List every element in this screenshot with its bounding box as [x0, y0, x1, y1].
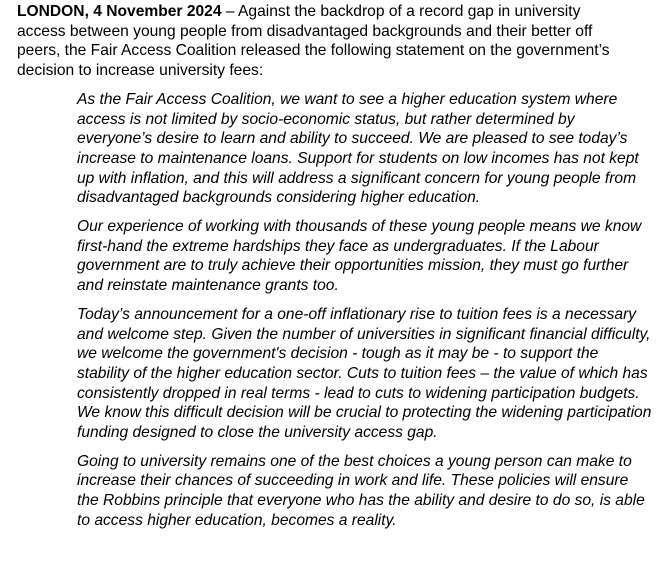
quote-paragraph-1: As the Fair Access Coalition, we want to see a higher education system where access is not limited by socio-economic status, but rather determined by everyone’s desire to learn and ability to succeed. We are pleased to see today’s increase to maintenance loans. Support for students on low incomes has not kept up with inflation, and this will address a significant concern for young people from disadvantaged backgrounds considering higher education. — [77, 90, 639, 207]
quote-paragraph-2: Our experience of working with thousands of these young people means we know first-hand the extreme hardships they face as undergraduates. If the Labour government are to truly achieve their opportunities mission, they must go further and reinstate maintenance grants too. — [77, 218, 642, 295]
intro-paragraph — [17, 2, 632, 81]
intro-text: – Against the backdrop of a record gap in university access between young people from disadvantaged backgrounds and their better off peers, the Fair Access Coalition released the following statement on the government’s decision to increase university fees: — [17, 3, 610, 80]
quote-paragraph-3: Today’s announcement for a one-off inflationary rise to tuition fees is a necessary and welcome step. Given the number of universities in significant financial difficulty, we welcome the government's decision - tough as it may be - to support the stability of the higher education sector. Cuts to tuition fees – the value of which has consistently dropped in real terms - lead to cuts to widening participation budgets. We know this difficult decision will be crucial to protecting the widening participation funding designed to close the university access gap. — [77, 305, 652, 442]
quote-paragraph-4: Going to university remains one of the best choices a young person can make to increase their chances of succeeding in work and life. These policies will ensure the Robbins principle that everyone who has the ability and desire to do so, is able to access higher education, becomes a reality. — [77, 452, 645, 529]
dateline: LONDON, 4 November 2024 — [17, 3, 222, 20]
